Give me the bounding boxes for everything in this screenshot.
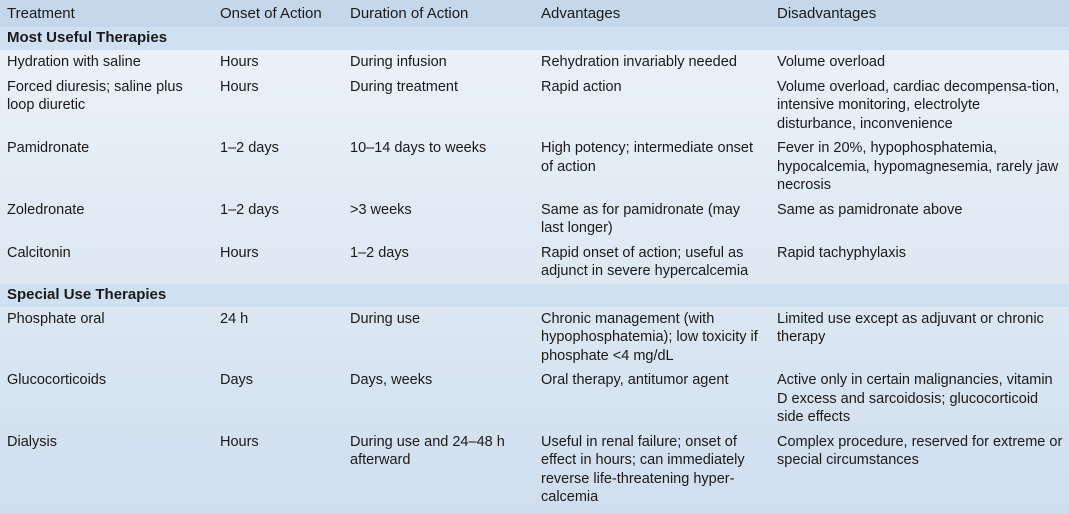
section-header-row (0, 27, 1069, 50)
cell-treatment: Hydration with saline (7, 54, 141, 70)
cell-onset: Hours (220, 54, 259, 70)
cell-disadvantages: Limited use except as adjuvant or chronic therapy (777, 310, 1044, 345)
table-row (0, 75, 1069, 137)
cell-treatment: Forced diuresis; saline plus loop diuretic (7, 78, 183, 113)
cell-disadvantages: Fever in 20%, hypophosphatemia, hypocalcemia, hypomagnesemia, rarely jaw necrosis (777, 140, 1059, 193)
cell-duration: Days, weeks (350, 372, 433, 388)
header-row (0, 0, 1069, 27)
cell-advantages: Oral therapy, antitumor agent (541, 372, 729, 388)
table-row (0, 241, 1069, 284)
cell-onset: 1–2 days (220, 140, 279, 156)
cell-disadvantages: Volume overload (777, 54, 886, 70)
cell-advantages: Rapid onset of action; useful as adjunct in severe hypercalcemia (541, 244, 749, 279)
header-advantages: Advantages (534, 0, 770, 27)
cell-treatment: Zoledronate (7, 201, 85, 218)
header-disadvantages: Disadvantages (770, 0, 1069, 27)
cell-disadvantages: Active only in certain malignancies, vitamin D excess and sarcoidosis; glucocorticoid side effects (777, 372, 1053, 425)
cell-treatment: Dialysis (7, 433, 57, 450)
cell-duration: During treatment (350, 78, 458, 95)
cell-onset: Hours (220, 244, 259, 261)
cell-advantages: Useful in renal failure; onset of effect in hours; can immediately reverse life-threatening hyper-calcemia (541, 433, 745, 505)
cell-disadvantages: Same as pamidronate above (777, 201, 963, 218)
cell-treatment: Phosphate oral (7, 310, 105, 327)
cell-advantages: Rehydration invariably needed (541, 54, 737, 70)
cell-onset: Days (220, 372, 254, 388)
cell-treatment: Pamidronate (7, 140, 90, 156)
table-header (0, 0, 1069, 27)
cell-advantages: Rapid action (541, 78, 622, 95)
cell-duration: During use (350, 310, 421, 327)
table-row (0, 136, 1069, 198)
cell-disadvantages: Rapid tachyphylaxis (777, 244, 906, 261)
cell-disadvantages: Volume overload, cardiac decompensa-tion, intensive monitoring, electrolyte disturbance, inconvenience (777, 78, 1060, 132)
header-onset: Onset of Action (213, 0, 343, 27)
table-row (0, 198, 1069, 241)
cell-duration: 1–2 days (350, 244, 409, 261)
table-body (0, 27, 1069, 510)
cell-advantages: Chronic management (with hypophosphatemia); low toxicity if phosphate <4 mg/dL (541, 310, 758, 364)
section-header-row (0, 284, 1069, 307)
cell-onset: Hours (220, 433, 259, 450)
cell-duration: >3 weeks (350, 201, 412, 218)
table-row (0, 368, 1069, 430)
cell-onset: 24 h (220, 310, 249, 327)
table-row (0, 50, 1069, 75)
cell-onset: Hours (220, 78, 259, 95)
cell-advantages: High potency; intermediate onset of action (541, 140, 753, 175)
section-title: Most Useful Therapies (0, 27, 1069, 50)
cell-onset: 1–2 days (220, 201, 279, 218)
table-row (0, 430, 1069, 510)
header-treatment: Treatment (0, 0, 213, 27)
cell-duration: During use and 24–48 h afterward (350, 433, 505, 468)
cell-treatment: Glucocorticoids (7, 372, 107, 388)
header-duration: Duration of Action (343, 0, 534, 27)
cell-treatment: Calcitonin (7, 244, 71, 261)
cell-disadvantages: Complex procedure, reserved for extreme or special circumstances (777, 433, 1063, 468)
table-row (0, 307, 1069, 369)
cell-duration: During infusion (350, 54, 447, 70)
cell-advantages: Same as for pamidronate (may last longer) (541, 201, 741, 236)
cell-duration: 10–14 days to weeks (350, 140, 487, 156)
section-title: Special Use Therapies (0, 284, 1069, 307)
